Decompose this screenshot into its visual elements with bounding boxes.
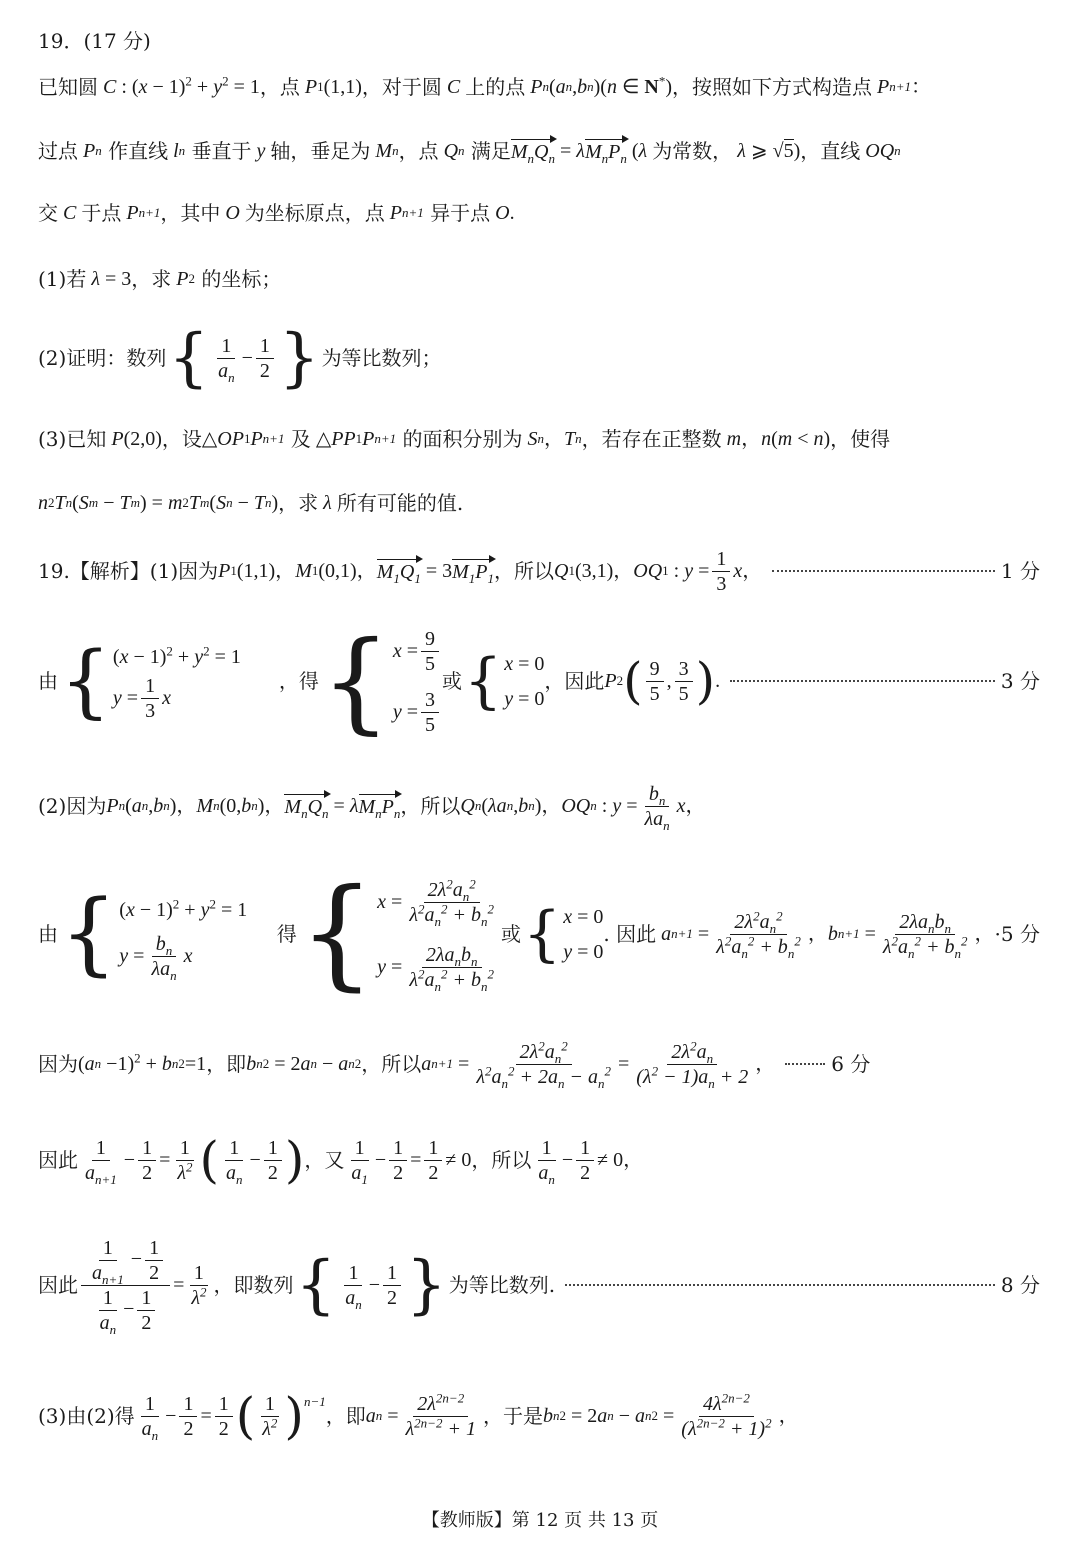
text-segment: 交 <box>38 201 58 225</box>
vector-mq: $M_nQ_n$ <box>510 141 555 166</box>
question-1: (1)若 λ = 3 ，求 P 2 的坐标； <box>38 264 1040 294</box>
solution-part-1-line-1: 19.【解析】(1)因为 P 1 (1,1)， M 1 (0,1)， $M_1Q_1$ = 3 $M_1P_1$ ，所以 Q 1 (3,1)， OQ 1 : y = $\frac{1}{3}$ x ， 1 分 <box>38 547 1040 595</box>
text-segment: ，所以 <box>361 1052 422 1076</box>
text-segment: (1)若 <box>38 267 87 291</box>
text-segment: ，使得 <box>830 427 891 451</box>
text-segment: ，点 <box>259 75 300 99</box>
score-leader <box>565 1284 995 1286</box>
text-segment: 轴，垂足为 <box>270 139 371 163</box>
text-segment: . 因此 <box>603 922 657 946</box>
solution-part-2-line-5: 因此 $\frac{1}{a_{n+1}}$ − $\frac{1}{2}$ $\frac{1}{a_n}$ − $\frac{1}{2}$ = $\frac{1}{\lambda^2}$ ，即数列 { $\frac{1}{a_n}$ − $\frac{1}{2}$ } 为等比数列. 8 分 <box>38 1236 1040 1337</box>
text-segment: 异于点 <box>430 201 491 225</box>
problem-header <box>38 26 1040 56</box>
score-label: 3 分 <box>1000 669 1040 693</box>
question-2: (2)证明：数列 { $\frac{1}{a_n}$ − $\frac{1}{2}$ } 为等比数列； <box>38 321 442 395</box>
text-segment: 上的点 <box>465 75 526 99</box>
text-segment: 为等比数列. <box>448 1273 556 1297</box>
text-segment: 为常数， <box>652 139 733 163</box>
solution-part-2-line-3: 因为 ( a n −1)$^2$ + b n 2 =1 ，即 b n 2 = 2 a n − a n 2 ，所以 a n+1 = $\frac{2\lambda^2a_n^2}{\lambda^2a_n^2 + 2a_n - a_n^2}$ = $\frac{2\lambda^2a_n}{(\lambda^2 - 1)a_n + 2}$ ， 6 分 <box>38 1037 871 1091</box>
text-segment: ，若存在正整数 <box>581 427 722 451</box>
solution-label: 19.【解析】(1)因为 <box>38 559 219 583</box>
text-segment: ，点 <box>398 139 439 163</box>
text-segment: 为坐标原点，点 <box>244 201 385 225</box>
text-segment: 所有可能的值. <box>336 491 464 515</box>
text-segment: 于点 <box>81 201 122 225</box>
page-footer: 【教师版】第 12 页 共 13 页 <box>421 1510 659 1531</box>
problem-statement-line-1: 已知圆 C : ( x − 1)$^2$ + y $^2$ = 1 ，点 P 1 (1,1) ，对于圆 C 上的点 P n ( a n , b n )( n ∈ N*) ，按照如下方式构造点 P n+1 ： <box>38 72 1040 102</box>
solution-part-3-line-1: (3)由(2)得 $\frac{1}{a_n}$ − $\frac{1}{2}$ = $\frac{1}{2}$ ( $\frac{1}{\lambda^2}$ ) $^{n-1}$ ，即 a n = $\frac{2\lambda^{2n-2}}{\lambda^{2n-2} + 1}$ ，于是 b n 2 = 2 a n − a n 2 = $\frac{4\lambda^{2n-2}}{(\lambda^{2n-2} + 1)^2}$ ， <box>38 1387 799 1445</box>
text-segment: ，即数列 <box>213 1273 294 1297</box>
vector-mp: $M_nP_n$ <box>584 141 627 166</box>
text-segment: 得 <box>276 922 297 946</box>
text-segment: ，对于圆 <box>361 75 442 99</box>
text-segment: ，于是 <box>482 1404 543 1428</box>
text-segment: 因为 <box>38 1052 78 1076</box>
text-segment: ，所以 <box>471 1148 532 1172</box>
text-segment: ，得 <box>278 669 319 693</box>
text-segment: 因此 <box>38 1273 78 1297</box>
problem-statement-line-3: 交 C 于点 P n+1 ，其中 O 为坐标原点，点 P n+1 异于点 O . <box>38 198 1040 228</box>
question-3-line-2: n 2 T n ( S m − T m ) = m 2 T m ( S n − T n ) ，求 λ 所有可能的值. <box>38 488 1040 518</box>
solution-part-2-line-4: 因此 $\frac{1}{a_{n+1}}$ − $\frac{1}{2}$ = $\frac{1}{\lambda^2}$ ( $\frac{1}{a_n}$ − $\frac{1}{2}$ ) ，又 $\frac{1}{a_1}$ − $\frac{1}{2}$ = $\frac{1}{2}$ ≠ 0 ，所以 $\frac{1}{a_n}$ − $\frac{1}{2}$ ≠ 0， <box>38 1131 644 1189</box>
text-segment: 由 <box>38 669 58 693</box>
text-segment: 过点 <box>38 139 78 163</box>
text-segment: 已知圆 <box>38 75 98 99</box>
text-segment: 或 <box>442 669 463 693</box>
text-segment: ，求 <box>131 267 172 291</box>
text-segment: (2)证明：数列 <box>38 346 167 370</box>
text-segment: ，即 <box>206 1052 247 1076</box>
text-segment: ，又 <box>304 1148 345 1172</box>
text-segment: 满足 <box>470 139 511 163</box>
text-segment: ，求 <box>278 491 319 515</box>
score-leader <box>772 570 995 572</box>
solution-part-1-system: 由 { $(x - 1)^2 + y^2 = 1$ y = $\frac{1}{3}$ x ，得 { x = $\frac{9}{5}$ y = $\frac{3}{5}$ 或 { x = 0 y = 0 ，因此 P 2 ( $\frac{9}{5}$ , $\frac{3}{5}$ ) . 3 分 <box>38 617 1040 745</box>
text-segment: ，直线 <box>800 139 861 163</box>
problem-statement-line-2: 过点 P n 作直线 l n 垂直于 y 轴，垂足为 M n ，点 Q n 满足 $M_nQ_n$ = λ $M_nP_n$ ( λ 为常数， λ ⩾ √5) ，直线 OQ n <box>38 136 1040 166</box>
solution-part-2-line-1: (2)因为 P n ( a n , b n )， M n (0, b n )， $M_nQ_n$ = λ $M_nP_n$ ，所以 Q n ( λa n , b n )， OQ n : y = $\frac{b_n}{\lambda a_n}$ x ， <box>38 782 706 833</box>
text-segment: 由 <box>38 922 58 946</box>
text-segment: 或 <box>501 922 521 946</box>
text-segment: ，因此 <box>544 669 605 693</box>
text-segment: ，即 <box>325 1404 366 1428</box>
score-label: ·5 分 <box>994 922 1040 946</box>
text-segment: (3)已知 <box>38 427 107 451</box>
text-segment: (3)由(2)得 <box>38 1404 135 1428</box>
text-segment: 的坐标； <box>201 267 282 291</box>
text-segment: 垂直于 <box>191 139 252 163</box>
solution-part-2-system: 由 { $(x - 1)^2 + y^2 = 1$ y = $\frac{b_n}{\lambda a_n}$ x 得 { x = $\frac{2\lambda^2a_n^2}{\lambda^2a_n^2 + b_n^2}$ y = $\frac{2\lambda a_nb_n}{\lambda^2a_n^2 + b_n^2}$ 或 { x = 0 y = 0 . 因此 a n+1 = $\frac{2\lambda^2a_n^2}{\lambda^2a_n^2 + b_n^2}$ ， b n+1 = $\frac{2\lambda a_nb_n}{\lambda^2a_n^2 + b_n^2}$ ， ·5 分 <box>38 864 1040 1003</box>
text-segment: (2)因为 <box>38 794 107 818</box>
text-segment: ，所以 <box>493 559 554 583</box>
problem-number: 19．(17 分) <box>38 29 151 53</box>
score-leader <box>785 1063 825 1065</box>
question-3-line-1: (3)已知 P (2,0) ，设 △ OP 1 P n+1 及 △ PP 1 P n+1 的面积分别为 S n ， T n ，若存在正整数 m ， n ( m < n ) ，使得 <box>38 424 1040 454</box>
text-segment: 及 <box>290 427 311 451</box>
text-segment: 因此 <box>38 1148 78 1172</box>
score-label: 6 分 <box>831 1052 871 1076</box>
score-label: 8 分 <box>1000 1273 1040 1297</box>
score-leader <box>730 680 995 682</box>
text-segment: ，其中 <box>160 201 221 225</box>
text-segment: 的面积分别为 <box>402 427 523 451</box>
text-segment: ，按照如下方式构造点 <box>672 75 873 99</box>
text-segment: 作直线 <box>108 139 169 163</box>
text-segment: 为等比数列； <box>321 346 442 370</box>
text-segment: ，所以 <box>400 794 461 818</box>
score-label: 1 分 <box>1000 559 1040 583</box>
text-segment: ，设 <box>161 427 202 451</box>
